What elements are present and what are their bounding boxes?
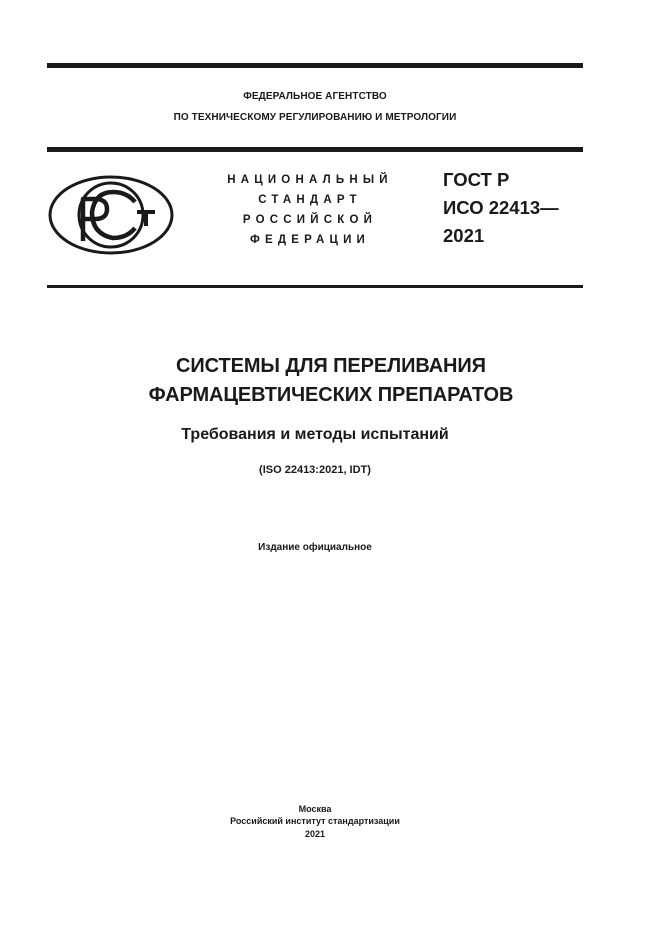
agency-name-line-2: ПО ТЕХНИЧЕСКОМУ РЕГУЛИРОВАНИЮ И МЕТРОЛОГИИ <box>173 112 457 123</box>
publisher-city: Москва <box>298 804 332 814</box>
standard-type-line-4: ФЕДЕРАЦИИ <box>249 234 371 246</box>
agency-name-line-1: ФЕДЕРАЛЬНОЕ АГЕНТСТВО <box>243 91 387 102</box>
edition-label: Издание официальное <box>258 542 372 553</box>
bottom-rule <box>47 285 583 288</box>
document-title-line-1: СИСТЕМЫ ДЛЯ ПЕРЕЛИВАНИЯ <box>176 355 486 377</box>
publication-year: 2021 <box>304 829 326 839</box>
gost-r-certification-mark-icon <box>47 174 175 256</box>
document-title-line-2: ФАРМАЦЕВТИЧЕСКИХ ПРЕПАРАТОВ <box>148 384 514 406</box>
document-subtitle: Требования и методы испытаний <box>181 426 449 443</box>
standard-type-line-2: СТАНДАРТ <box>258 194 362 206</box>
publisher-institute: Российский институт стандартизации <box>230 816 400 826</box>
designation-line-2: ИСО 22413— <box>443 197 559 218</box>
designation-line-3: 2021 <box>443 225 485 246</box>
top-rule <box>47 63 583 68</box>
designation-line-1: ГОСТ Р <box>443 169 510 190</box>
middle-rule <box>47 147 583 152</box>
standard-type-line-1: НАЦИОНАЛЬНЫЙ <box>227 174 393 186</box>
standard-type-line-3: РОССИЙСКОЙ <box>242 214 378 226</box>
iso-reference: (ISO 22413:2021, IDT) <box>259 464 371 476</box>
